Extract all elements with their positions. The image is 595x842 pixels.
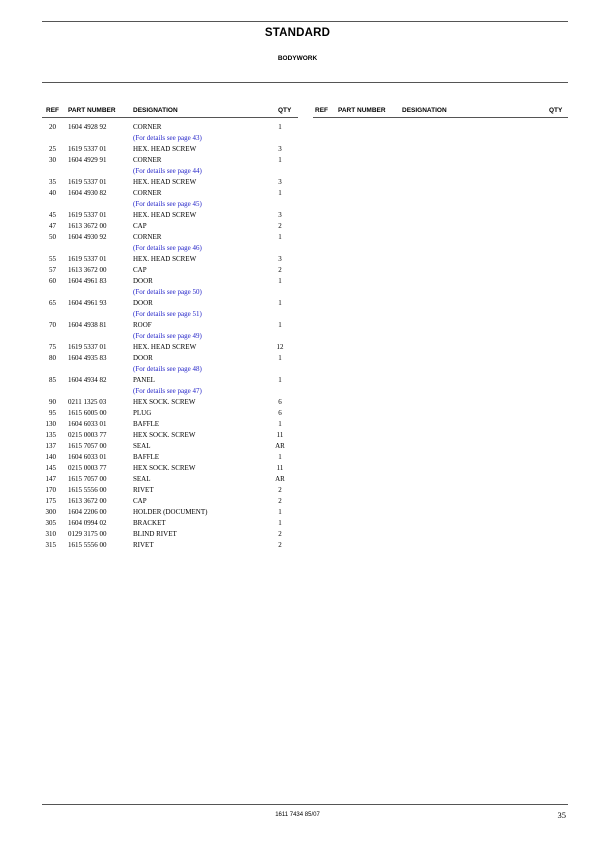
designation-cell: BRACKET bbox=[133, 519, 166, 527]
designation-cell: DOOR bbox=[133, 354, 153, 362]
designation-header: DESIGNATION bbox=[402, 107, 447, 114]
part-number-cell: 1604 6033 01 bbox=[68, 420, 107, 428]
page-number: 35 bbox=[557, 810, 566, 820]
ref-cell: 147 bbox=[45, 475, 56, 483]
table-row bbox=[0, 441, 300, 452]
designation-cell: SEAL bbox=[133, 442, 151, 450]
qty-cell: 1 bbox=[278, 189, 282, 197]
qty-cell: 6 bbox=[278, 398, 282, 406]
designation-header: DESIGNATION bbox=[133, 107, 178, 114]
table-row bbox=[0, 430, 300, 441]
part-number-cell: 0215 0003 77 bbox=[68, 464, 107, 472]
part-number-cell: 1615 5556 00 bbox=[68, 486, 107, 494]
ref-cell: 25 bbox=[49, 145, 56, 153]
ref-cell: 40 bbox=[49, 189, 56, 197]
qty-cell: AR bbox=[275, 475, 285, 483]
designation-cell: RIVET bbox=[133, 486, 154, 494]
qty-cell: 2 bbox=[278, 486, 282, 494]
qty-cell: AR bbox=[275, 442, 285, 450]
qty-header: QTY bbox=[549, 107, 563, 114]
ref-header: REF bbox=[46, 107, 59, 114]
part-number-cell: 1615 7057 00 bbox=[68, 475, 107, 483]
table-row bbox=[0, 177, 300, 188]
designation-cell: ROOF bbox=[133, 321, 152, 329]
table-row bbox=[0, 485, 300, 496]
table-row bbox=[0, 419, 300, 430]
ref-cell: 95 bbox=[49, 409, 56, 417]
designation-cell: HEX SOCK. SCREW bbox=[133, 431, 196, 439]
table-row bbox=[0, 496, 300, 507]
table-row bbox=[0, 276, 300, 287]
table-row bbox=[0, 298, 300, 309]
part-number-cell: 1619 5337 01 bbox=[68, 255, 107, 263]
ref-cell: 145 bbox=[45, 464, 56, 472]
part-number-cell: 1615 6005 00 bbox=[68, 409, 107, 417]
part-number-cell: 1615 7057 00 bbox=[68, 442, 107, 450]
ref-cell: 47 bbox=[49, 222, 56, 230]
ref-cell: 175 bbox=[45, 497, 56, 505]
designation-cell: HEX. HEAD SCREW bbox=[133, 145, 197, 153]
part-number-cell: 1604 0994 02 bbox=[68, 519, 107, 527]
ref-cell: 137 bbox=[45, 442, 56, 450]
ref-cell: 60 bbox=[49, 277, 56, 285]
qty-header: QTY bbox=[278, 107, 292, 114]
designation-cell: PLUG bbox=[133, 409, 152, 417]
qty-cell: 1 bbox=[278, 277, 282, 285]
table-row bbox=[0, 518, 300, 529]
part-number-cell: 1604 4930 82 bbox=[68, 189, 107, 197]
ref-cell: 50 bbox=[49, 233, 56, 241]
designation-cell: HOLDER (DOCUMENT) bbox=[133, 508, 208, 516]
qty-cell: 2 bbox=[278, 266, 282, 274]
part-number-header: PART NUMBER bbox=[68, 107, 116, 114]
qty-cell: 3 bbox=[278, 178, 282, 186]
table-row bbox=[0, 155, 300, 166]
part-number-cell: 0129 3175 00 bbox=[68, 530, 107, 538]
details-page-link[interactable]: (For details see page 45) bbox=[133, 200, 202, 208]
ref-cell: 70 bbox=[49, 321, 56, 329]
designation-cell: HEX. HEAD SCREW bbox=[133, 178, 197, 186]
table-row bbox=[0, 144, 300, 155]
designation-cell: BAFFLE bbox=[133, 420, 160, 428]
ref-cell: 75 bbox=[49, 343, 56, 351]
qty-cell: 12 bbox=[276, 343, 284, 351]
table-row bbox=[0, 529, 300, 540]
table-row bbox=[0, 397, 300, 408]
part-number-cell: 1604 4930 92 bbox=[68, 233, 107, 241]
ref-cell: 45 bbox=[49, 211, 56, 219]
designation-cell: HEX SOCK. SCREW bbox=[133, 398, 196, 406]
designation-cell: CORNER bbox=[133, 156, 162, 164]
details-page-link[interactable]: (For details see page 47) bbox=[133, 387, 202, 395]
table-row bbox=[0, 210, 300, 221]
table-row bbox=[0, 320, 300, 331]
ref-cell: 85 bbox=[49, 376, 56, 384]
designation-cell: HEX. HEAD SCREW bbox=[133, 343, 197, 351]
table-row bbox=[0, 232, 300, 243]
qty-cell: 2 bbox=[278, 541, 282, 549]
ref-cell: 55 bbox=[49, 255, 56, 263]
column-header-rule bbox=[42, 117, 298, 118]
qty-cell: 1 bbox=[278, 156, 282, 164]
table-row bbox=[0, 463, 300, 474]
table-row bbox=[0, 474, 300, 485]
qty-cell: 3 bbox=[278, 145, 282, 153]
qty-cell: 11 bbox=[276, 464, 284, 472]
qty-cell: 11 bbox=[276, 431, 284, 439]
designation-cell: DOOR bbox=[133, 299, 153, 307]
qty-cell: 1 bbox=[278, 123, 282, 131]
part-number-cell: 1604 4928 92 bbox=[68, 123, 107, 131]
qty-cell: 1 bbox=[278, 376, 282, 384]
qty-cell: 1 bbox=[278, 299, 282, 307]
ref-cell: 57 bbox=[49, 266, 56, 274]
part-number-cell: 1613 3672 00 bbox=[68, 497, 107, 505]
part-number-cell: 1615 5556 00 bbox=[68, 541, 107, 549]
table-row bbox=[0, 408, 300, 419]
designation-cell: DOOR bbox=[133, 277, 153, 285]
part-number-cell: 1604 4935 83 bbox=[68, 354, 107, 362]
part-number-cell: 1619 5337 01 bbox=[68, 343, 107, 351]
designation-cell: HEX SOCK. SCREW bbox=[133, 464, 196, 472]
details-page-link[interactable]: (For details see page 44) bbox=[133, 167, 202, 175]
part-number-cell: 1604 4934 82 bbox=[68, 376, 107, 384]
part-number-cell: 1613 3672 00 bbox=[68, 266, 107, 274]
designation-cell: CORNER bbox=[133, 189, 162, 197]
ref-cell: 90 bbox=[49, 398, 56, 406]
table-row bbox=[0, 507, 300, 518]
part-number-cell: 0215 0003 77 bbox=[68, 431, 107, 439]
table-row bbox=[0, 540, 300, 551]
ref-cell: 80 bbox=[49, 354, 56, 362]
designation-cell: CORNER bbox=[133, 233, 162, 241]
qty-cell: 1 bbox=[278, 321, 282, 329]
page-title: STANDARD bbox=[264, 27, 331, 39]
designation-cell: CORNER bbox=[133, 123, 162, 131]
column-header-rule-right bbox=[313, 117, 568, 118]
qty-cell: 2 bbox=[278, 497, 282, 505]
details-page-link[interactable]: (For details see page 43) bbox=[133, 134, 202, 142]
ref-header: REF bbox=[315, 107, 328, 114]
part-number-cell: 1613 3672 00 bbox=[68, 222, 107, 230]
top-rule bbox=[42, 21, 568, 22]
header-rule bbox=[42, 82, 568, 83]
part-number-cell: 1604 6033 01 bbox=[68, 453, 107, 461]
part-number-cell: 1604 4929 91 bbox=[68, 156, 107, 164]
footer-rule bbox=[42, 804, 568, 805]
designation-cell: RIVET bbox=[133, 541, 154, 549]
ref-cell: 135 bbox=[45, 431, 56, 439]
designation-cell: HEX. HEAD SCREW bbox=[133, 255, 197, 263]
qty-cell: 1 bbox=[278, 420, 282, 428]
designation-cell: HEX. HEAD SCREW bbox=[133, 211, 197, 219]
qty-cell: 3 bbox=[278, 211, 282, 219]
qty-cell: 1 bbox=[278, 453, 282, 461]
table-row bbox=[0, 353, 300, 364]
details-page-link[interactable]: (For details see page 48) bbox=[133, 365, 202, 373]
designation-cell: SEAL bbox=[133, 475, 151, 483]
qty-cell: 1 bbox=[278, 233, 282, 241]
ref-cell: 65 bbox=[49, 299, 56, 307]
ref-cell: 310 bbox=[45, 530, 56, 538]
part-number-cell: 1604 2206 00 bbox=[68, 508, 107, 516]
qty-cell: 1 bbox=[278, 519, 282, 527]
ref-cell: 140 bbox=[45, 453, 56, 461]
designation-cell: CAP bbox=[133, 497, 147, 505]
document-number: 1611 7434 85/07 bbox=[275, 812, 320, 818]
qty-cell: 2 bbox=[278, 530, 282, 538]
table-row bbox=[0, 122, 300, 133]
qty-cell: 1 bbox=[278, 354, 282, 362]
part-number-header: PART NUMBER bbox=[338, 107, 386, 114]
designation-cell: PANEL bbox=[133, 376, 155, 384]
ref-cell: 300 bbox=[45, 508, 56, 516]
designation-cell: CAP bbox=[133, 266, 147, 274]
table-row bbox=[0, 342, 300, 353]
details-page-link[interactable]: (For details see page 50) bbox=[133, 288, 202, 296]
part-number-cell: 1619 5337 01 bbox=[68, 211, 107, 219]
table-row bbox=[0, 265, 300, 276]
section-subtitle: BODYWORK bbox=[277, 55, 318, 62]
table-row bbox=[0, 452, 300, 463]
details-page-link[interactable]: (For details see page 51) bbox=[133, 310, 202, 318]
designation-cell: CAP bbox=[133, 222, 147, 230]
details-page-link[interactable]: (For details see page 46) bbox=[133, 244, 202, 252]
part-number-cell: 1604 4938 81 bbox=[68, 321, 107, 329]
part-number-cell: 1604 4961 83 bbox=[68, 277, 107, 285]
part-number-cell: 1619 5337 01 bbox=[68, 145, 107, 153]
details-page-link[interactable]: (For details see page 49) bbox=[133, 332, 202, 340]
ref-cell: 305 bbox=[45, 519, 56, 527]
table-row bbox=[0, 254, 300, 265]
designation-cell: BLIND RIVET bbox=[133, 530, 177, 538]
table-row bbox=[0, 375, 300, 386]
qty-cell: 1 bbox=[278, 508, 282, 516]
part-number-cell: 1604 4961 93 bbox=[68, 299, 107, 307]
qty-cell: 2 bbox=[278, 222, 282, 230]
designation-cell: BAFFLE bbox=[133, 453, 160, 461]
qty-cell: 3 bbox=[278, 255, 282, 263]
ref-cell: 20 bbox=[49, 123, 56, 131]
ref-cell: 35 bbox=[49, 178, 56, 186]
part-number-cell: 0211 1325 03 bbox=[68, 398, 107, 406]
ref-cell: 130 bbox=[45, 420, 56, 428]
qty-cell: 6 bbox=[278, 409, 282, 417]
table-row bbox=[0, 221, 300, 232]
part-number-cell: 1619 5337 01 bbox=[68, 178, 107, 186]
ref-cell: 170 bbox=[45, 486, 56, 494]
table-row bbox=[0, 188, 300, 199]
ref-cell: 30 bbox=[49, 156, 56, 164]
ref-cell: 315 bbox=[45, 541, 56, 549]
